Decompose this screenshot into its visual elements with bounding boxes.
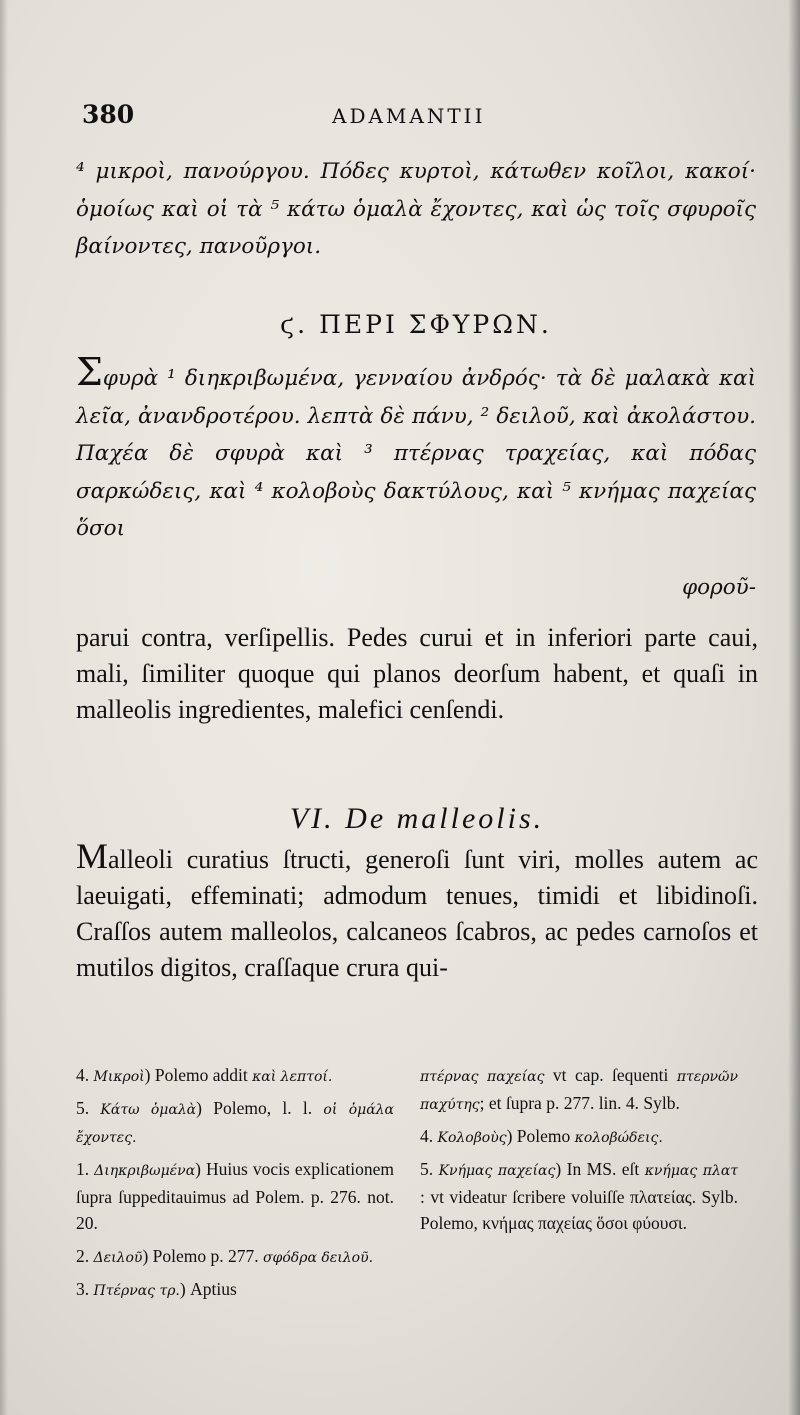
page-gutter-shadow bbox=[0, 0, 8, 1415]
greek-catchword: φοροῦ- bbox=[682, 575, 756, 600]
latin-paragraph-1 bbox=[76, 620, 758, 728]
latin-paragraph-1-text: parui contra, verſipellis. Pedes curui et in inferiori parte caui, mali, ſimiliter quoque qui planos deorſum habent, et quaſi in malleolis ingredientes, malefici cenſendi. bbox=[76, 623, 758, 724]
latin-paragraph-2-text: alleoli curatius ſtructi, generoſi ſunt viri, molles autem ac laeuigati, effeminati; admodum tenues, timidi et libidinoſi. Craſſos autem malleolos, calcaneos ſcabros, ac pedes carnoſos et mutilos digitos, craſſaque crura qui- bbox=[76, 845, 758, 982]
footnotes-left-column bbox=[76, 1062, 394, 1309]
latin-paragraph-2 bbox=[76, 838, 758, 986]
footnote: πτέρνας παχείας vt cap. ſequenti πτερνῶν παχύτης; et ſupra p. 277. lin. 4. Sylb. bbox=[420, 1065, 738, 1113]
greek-paragraph-2-text: φυρὰ ¹ διηκριβωμένα, γενναίου ἀνδρός· τὰ δὲ μαλακὰ καὶ λεῖα, ἀνανδροτέρου. λεπτὰ δὲ πάνυ, ² δειλοῦ, καὶ ἀκολάστου. Παχέα δὲ σφυρὰ καὶ ³ πτέρνας τραχείας, καὶ πόδας σαρκώδεις, καὶ ⁴ κολοβοὺς δακτύλους, καὶ ⁵ κνήμας παχείας ὅσοι bbox=[76, 366, 756, 541]
footnote: 1. Διηκριβωμένα) Huius vocis explicationem ſupra ſuppeditauimus ad Polem. p. 276. not. 20. bbox=[76, 1159, 394, 1233]
running-head: ADAMANTII bbox=[332, 104, 486, 128]
page-header bbox=[82, 100, 752, 134]
page-edge-shadow bbox=[788, 0, 800, 1415]
footnote: 4. Μικροὶ) Polemo addit καὶ λεπτοί. bbox=[76, 1065, 333, 1085]
page-number: 380 bbox=[82, 100, 135, 129]
greek-paragraph-2 bbox=[76, 350, 756, 548]
footnotes bbox=[76, 1062, 756, 1402]
footnote: 4. Κολοβοὺς) Polemo κολοβώδεις. bbox=[420, 1126, 663, 1146]
footnote: 5. Κάτω ὁμαλὰ) Polemo, l. l. οἱ ὁμάλα ἔχοντες. bbox=[76, 1098, 395, 1146]
footnote: 2. Δειλοῦ) Polemo p. 277. σφόδρα δειλοῦ. bbox=[76, 1246, 374, 1266]
greek-section-heading: ϛ. ΠΕΡΙ ΣΦΥΡΩΝ. bbox=[280, 310, 552, 339]
greek-dropcap: Σ bbox=[76, 350, 103, 394]
greek-paragraph-1 bbox=[76, 153, 756, 266]
footnote: 5. Κνήμας παχείας) In MS. eſt κνήμας πλατ : vt videatur ſcribere voluiſſe πλατείας. Sylb. Polemo, κνήμας παχείας ὅσοι φύουσι. bbox=[420, 1159, 739, 1233]
latin-section-heading: VI. De malleolis. bbox=[289, 802, 545, 835]
greek-paragraph-1-text: ⁴ μικροὶ, πανούργου. Πόδες κυρτοὶ, κάτωθεν κοῖλοι, κακοί· ὁμοίως καὶ οἱ τὰ ⁵ κάτω ὁμαλὰ ἔχοντες, καὶ ὡς τοῖς σφυροῖς βαίνοντες, πανοῦργοι. bbox=[76, 159, 756, 259]
latin-dropcap: M bbox=[76, 836, 109, 876]
footnotes-right-column bbox=[420, 1062, 738, 1241]
footnote: 3. Πτέρνας τρ.) Aptius bbox=[76, 1279, 237, 1299]
